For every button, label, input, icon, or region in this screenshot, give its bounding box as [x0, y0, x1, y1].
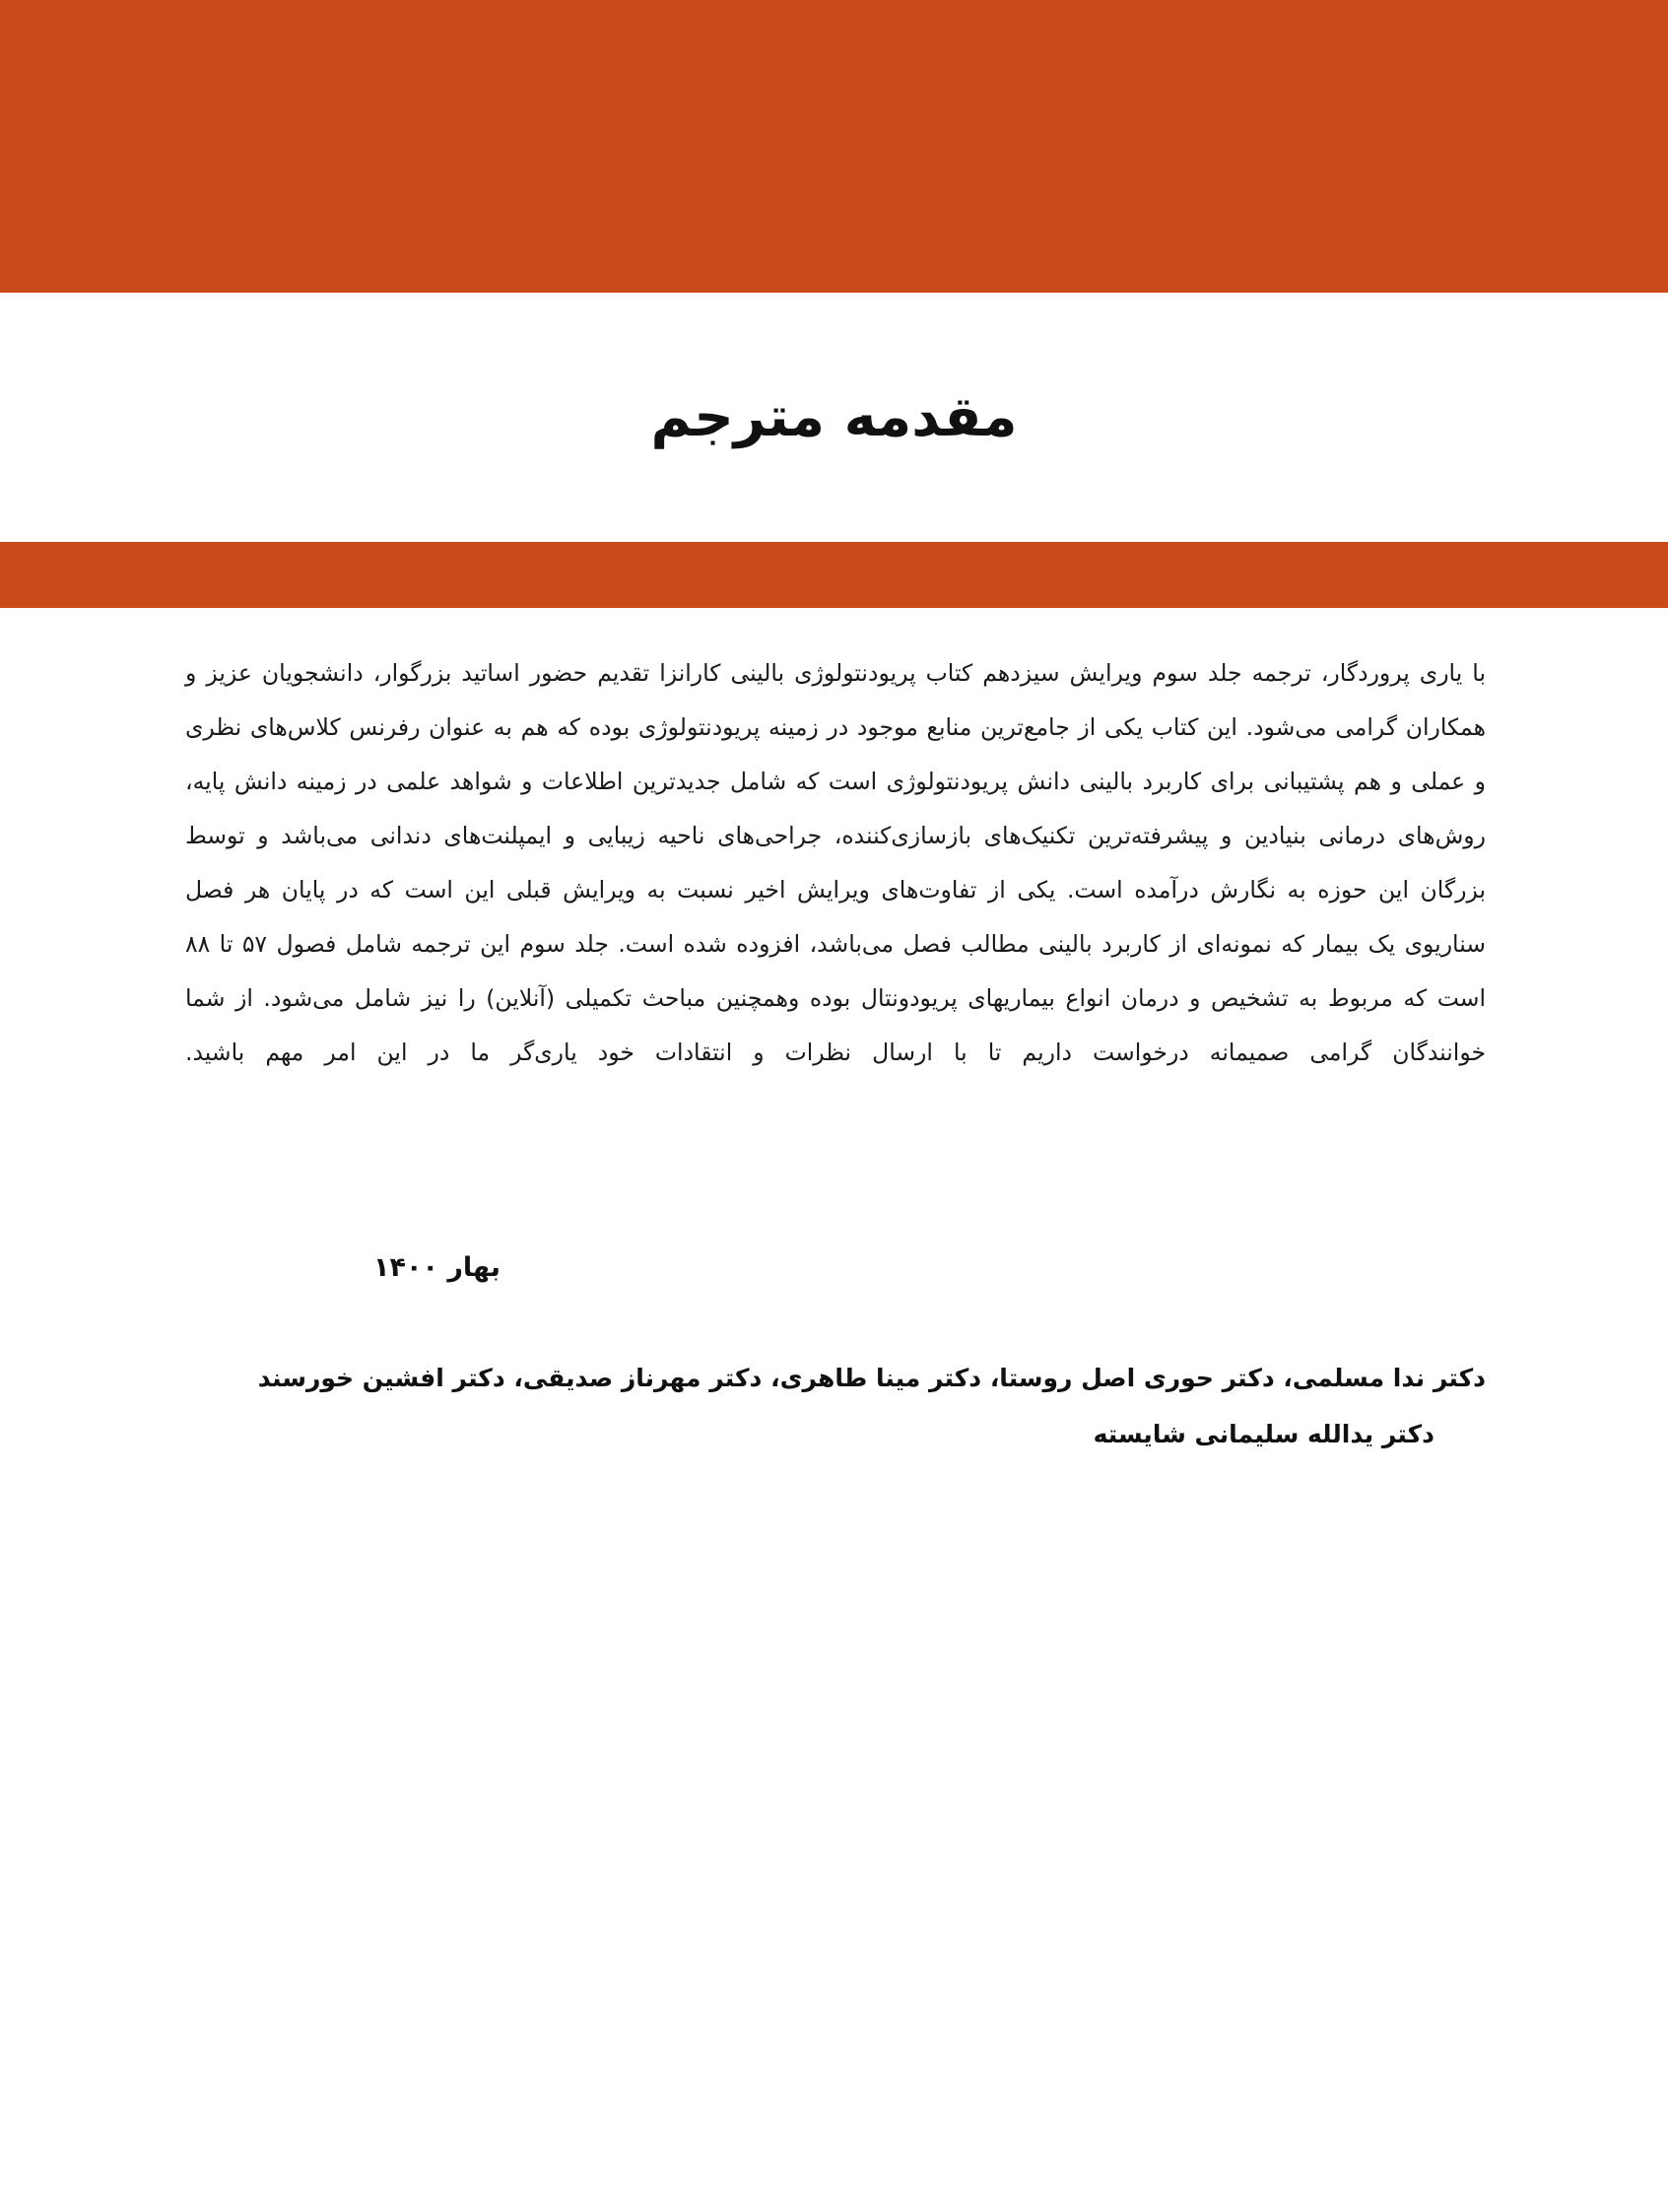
translator-names-line-1: دکتر ندا مسلمی، دکتر حوری اصل روستا، دکتر مینا طاهری، دکتر مهرناز صدیقی، دکتر افشین خورسند [257, 1364, 1486, 1392]
title-area [0, 293, 1668, 542]
page-title: مقدمه مترجم [650, 384, 1018, 449]
translator-preface-paragraph: با یاری پروردگار، ترجمه جلد سوم ویرایش سیزدهم کتاب پریودنتولوژی بالینی کارانزا تقدیم حضور اساتید بزرگوار، دانشجویان عزیز و همکاران گرامی می‌شود. این کتاب یکی از جامع‌ترین منابع موجود در زمینه پریودنتولوژی بوده که هم به عنوان رفرنس کلاس‌های نظری و عملی و هم پشتیبانی برای کاربرد بالینی دانش پریودنتولوژی است که شامل جدیدترین اطلاعات و شواهد علمی در زمینه دانش پایه، روش‌های درمانی بنیادین و پیشرفته‌ترین تکنیک‌های بازسازی‌کننده، جراحی‌های ناحیه زیبایی و ایمپلنت‌های دندانی می‌باشد و توسط بزرگان این حوزه به نگارش درآمده است. یکی از تفاوت‌های ویرایش اخیر نسبت به ویرایش قبلی این است که در پایان هر فصل سناریوی یک بیمار که نمونه‌ای از کاربرد بالینی مطالب فصل می‌باشد، افزوده شده است. جلد سوم این ترجمه شامل فصول ۵۷ تا ۸۸ است که مربوط به تشخیص و درمان انواع بیماریهای پریودونتال بوده وهمچنین مباحث تکمیلی (آنلاین) را نیز شامل می‌شود. از شما خوانندگان گرامی صمیمانه درخواست داریم تا با ارسال نظرات و انتقادات خود یاری‌گر ما در این امر مهم باشید. [185, 659, 1486, 1066]
content-area [185, 646, 1486, 1448]
translator-names-line-2: دکتر یدالله سلیمانی شایسته [1093, 1420, 1434, 1448]
top-color-band [0, 0, 1668, 293]
date-line: بهار ۱۴۰۰ [373, 1252, 500, 1283]
signature-block [185, 1361, 1486, 1451]
title-underline-band [0, 542, 1668, 608]
